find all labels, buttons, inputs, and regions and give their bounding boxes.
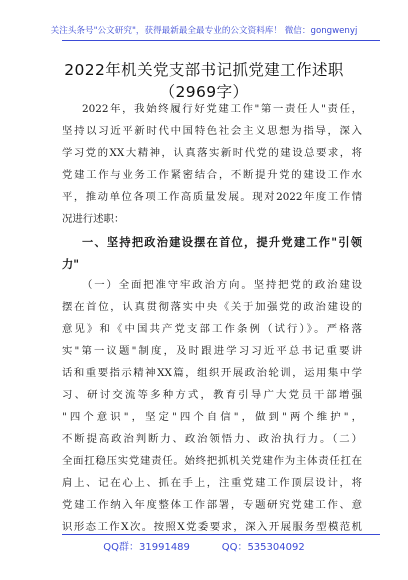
- text-line: 2022年，我始终履行好党建工作"第一责任人"责任，: [82, 103, 362, 115]
- text-line: "四个意识"，坚定"四个自信"，做到"两个维护"，: [62, 411, 362, 423]
- text-line: 况进行述职：: [62, 213, 125, 225]
- header-rule: [62, 40, 380, 41]
- document-subtitle: （2969字）: [159, 83, 249, 101]
- text-line: （一）全面把准守牢政治方向。坚持把党的政治建设: [82, 279, 362, 291]
- text-line: 不断提高政治判断力、政治领悟力、政治执行力。（二）: [62, 433, 362, 445]
- text-line: 全面扛稳压实党建责任。始终把抓机关党建作为主体责任扛在: [62, 455, 362, 467]
- text-line: 肩上、记在心上、抓在手上，注重党建工作顶层设计，将: [62, 477, 362, 489]
- footer-note: [0, 538, 408, 553]
- text-line: 意见》和《中国共产党支部工作条例（试行）》。严格落: [62, 323, 362, 335]
- text-line: 坚持以习近平新时代中国特色社会主义思想为指导，深入: [62, 125, 362, 137]
- text-line: 党建工作与业务工作紧密结合，不断提升党的建设工作水: [62, 169, 362, 181]
- header-note: 关注头条号"公文研究"，获得最新最全最专业的公文资料库！ 微信：gongwenyj: [50, 26, 358, 36]
- text-line: 实"第一议题"制度，及时跟进学习习近平总书记重要讲: [62, 345, 362, 357]
- text-line: 识形态工作X次。按照X党委要求，深入开展服务型模范机: [62, 521, 362, 533]
- heading-line: 一、坚持把政治建设摆在首位，提升党建工作"引领: [82, 236, 362, 249]
- text-line: 习、研讨交流等多种方式，教育引导广大党员干部增强: [62, 389, 362, 401]
- text-line: 党建工作纳入年度整体工作部署，专题研究党建工作、意: [62, 499, 362, 511]
- footer-rule: [62, 534, 380, 535]
- text-line: 平，推动单位各项工作高质量发展。现对2022年度工作情: [62, 191, 362, 203]
- text-line: 摆在首位，认真贯彻落实中央《关于加强党的政治建设的: [62, 301, 362, 313]
- text-line: 话和重要指示精神XX篇，组织开展政治轮训，运用集中学: [62, 367, 362, 379]
- text-line: 学习党的XX大精神，认真落实新时代党的建设总要求，将: [62, 147, 362, 159]
- document-title: 2022年机关党支部书记抓党建工作述职: [64, 61, 344, 79]
- qq-group-label: QQ群：31991489: [103, 542, 190, 553]
- qq-contact-label: QQ：535304092: [221, 542, 305, 553]
- heading-line: 力": [62, 258, 80, 271]
